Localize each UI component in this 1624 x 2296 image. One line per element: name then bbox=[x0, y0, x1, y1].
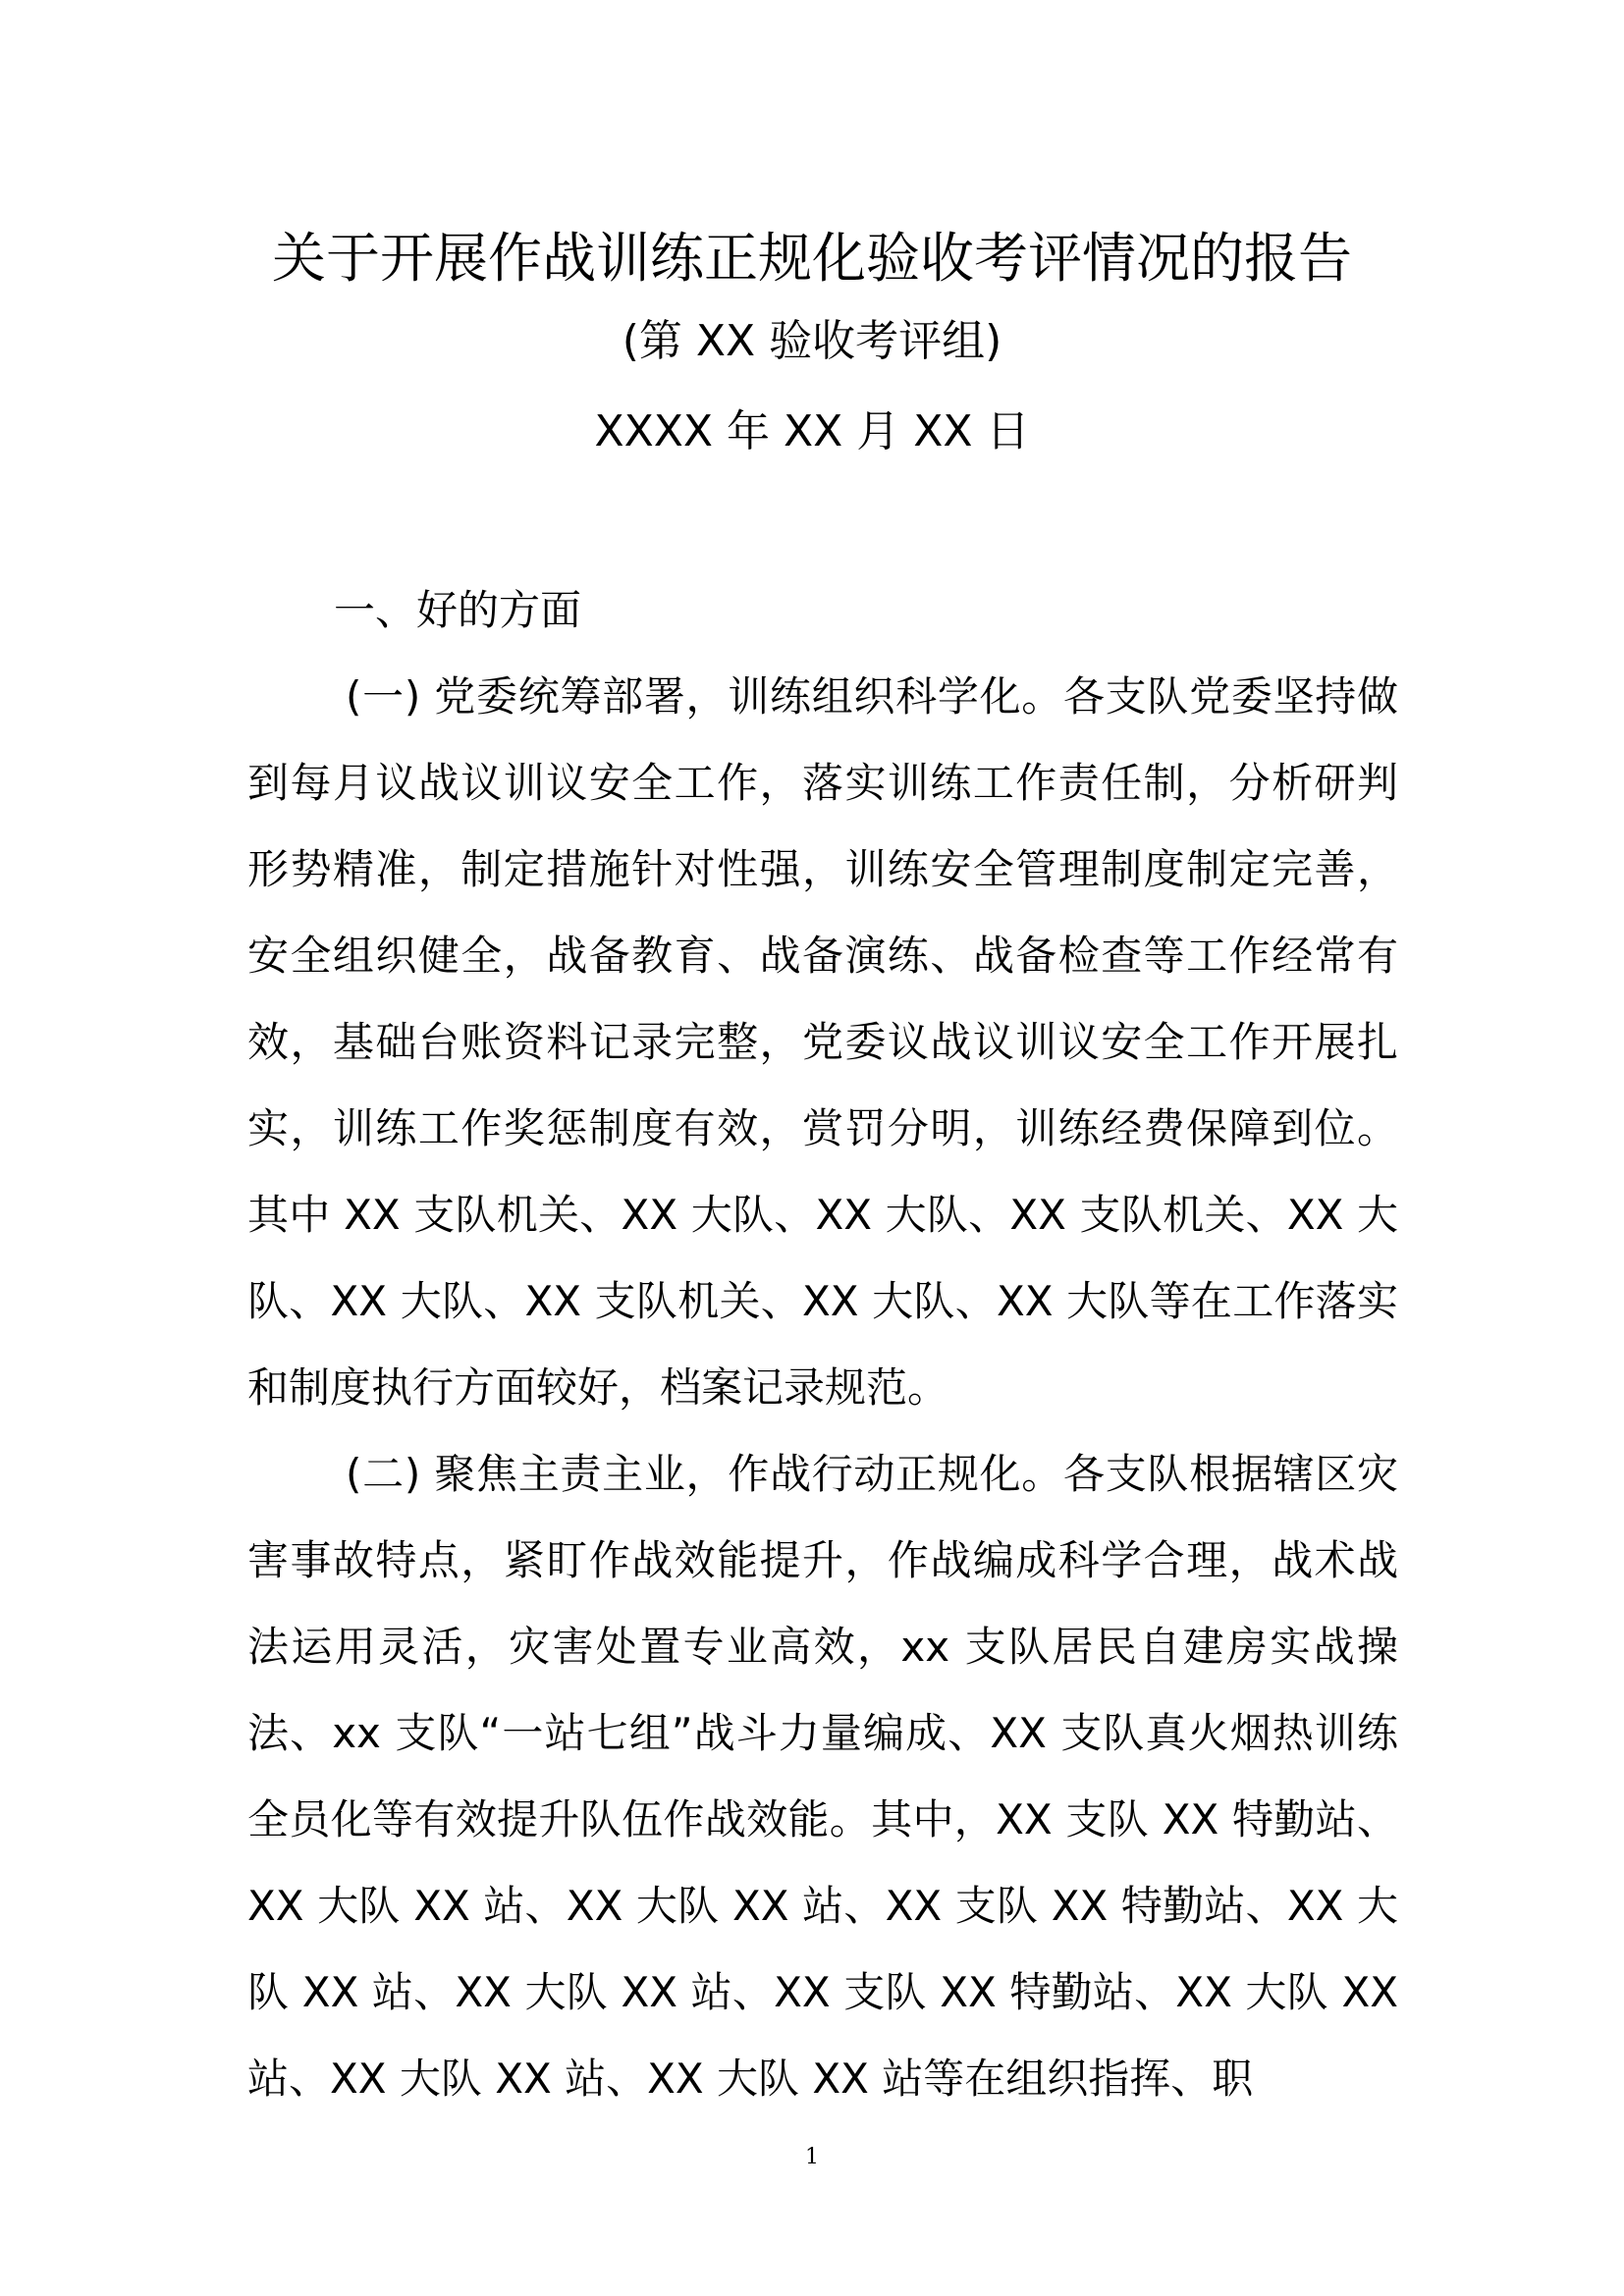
document-date: XXXX 年 XX 月 XX 日 bbox=[594, 406, 1030, 456]
page-number: 1 bbox=[805, 2145, 819, 2169]
document-title: 关于开展作战训练正规化验收考评情况的报告 bbox=[271, 227, 1352, 290]
section-heading: 一、好的方面 bbox=[334, 586, 582, 634]
paragraph-1: (一) 党委统筹部署，训练组织科学化。各支队党委坚持做到每月议战议训议安全工作，落实训练工作责任制，分析研判形势精准，制定措施针对性强，训练安全管理制度制定完善，安全组织健全，战备教育、战备演练、战备检查等工作经常有效，基础台账资料记录完整，党委议战议训议安全工作开展扎实，训练工作奖惩制度有效，赏罚分明，训练经费保障到位。其中 XX 支队机关、XX 大队、XX 大队、XX 支队机关、XX 大队、XX 大队、XX 支队机关、XX 大队、XX 大队等在工作落实和制度执行方面较好，档案记录规范。 bbox=[247, 672, 1398, 1412]
document-body bbox=[247, 567, 1398, 2122]
document-subtitle: (第 XX 验收考评组) bbox=[622, 316, 1002, 366]
paragraph-2: (二) 聚焦主责主业，作战行动正规化。各支队根据辖区灾害事故特点，紧盯作战效能提升，作战编成科学合理，战术战法运用灵活，灾害处置专业高效，xx 支队居民自建房实战操法、xx 支队“一站七组”战斗力量编成、XX 支队真火烟热训练全员化等有效提升队伍作战效能。其中，XX 支队 XX 特勤站、XX 大队 XX 站、XX 大队 XX 站、XX 支队 XX 特勤站、XX 大队 XX 站、XX 大队 XX 站、XX 支队 XX 特勤站、XX 大队 XX 站、XX 大队 XX 站、XX 大队 XX 站等在组织指挥、职 bbox=[247, 1450, 1398, 2103]
